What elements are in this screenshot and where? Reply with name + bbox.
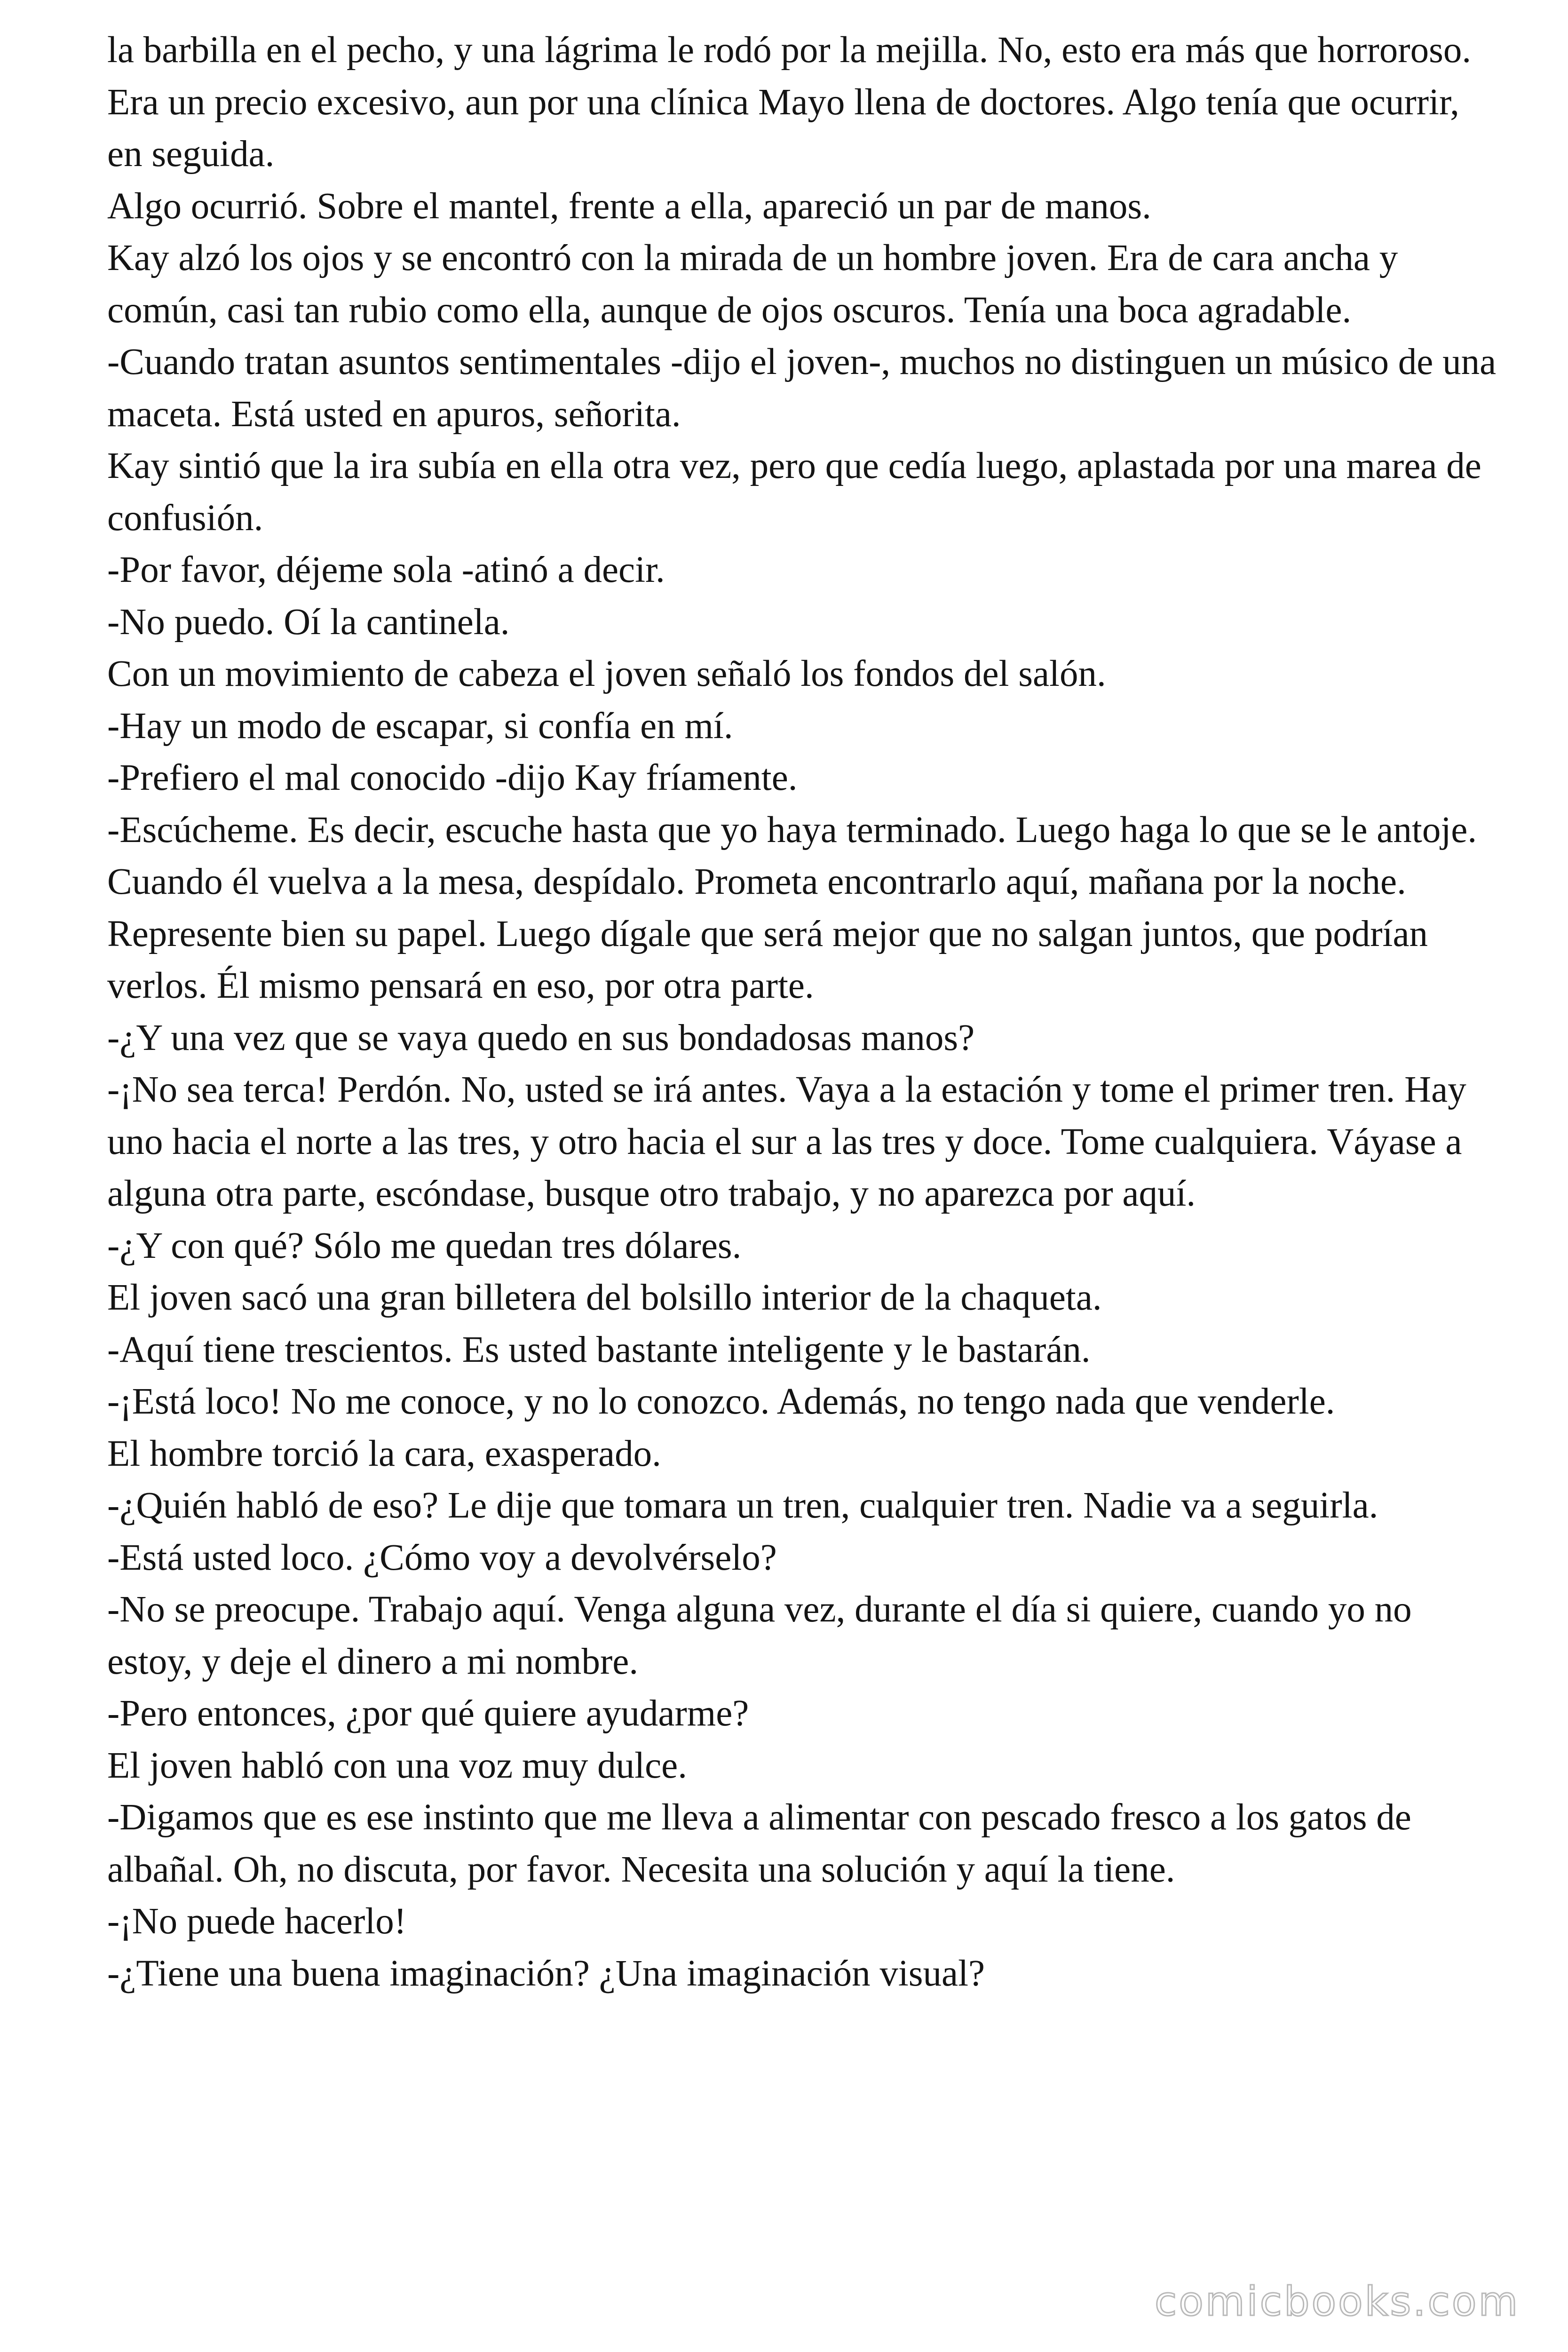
paragraph: -No puedo. Oí la cantinela. bbox=[107, 601, 510, 643]
paragraph: -Está usted loco. ¿Cómo voy a devolvérselo? bbox=[107, 1537, 777, 1578]
paragraph: -¡Está loco! No me conoce, y no lo conozco. Además, no tengo nada que venderle. bbox=[107, 1381, 1335, 1422]
watermark: comicbooks.com bbox=[1155, 2278, 1520, 2325]
paragraph: Con un movimiento de cabeza el joven señaló los fondos del salón. bbox=[107, 653, 1106, 694]
paragraph: Kay sintió que la ira subía en ella otra vez, pero que cedía luego, aplastada por una marea de confusión. bbox=[107, 445, 1481, 539]
paragraph: -Cuando tratan asuntos sentimentales -dijo el joven-, muchos no distinguen un músico de una maceta. Está usted en apuros, señorita. bbox=[107, 342, 1497, 435]
paragraph: -¡No sea terca! Perdón. No, usted se irá antes. Vaya a la estación y tome el primer tren. Hay uno hacia el norte a las tres, y otro hacia el sur a las tres y doce. Tome cualquiera. Váyase a alguna otra parte, escóndase, busque otro trabajo, y no aparezca por aquí. bbox=[107, 1069, 1466, 1214]
paragraph: -Pero entonces, ¿por qué quiere ayudarme? bbox=[107, 1693, 749, 1734]
paragraph: -¿Quién habló de eso? Le dije que tomara un tren, cualquier tren. Nadie va a seguirla. bbox=[107, 1485, 1378, 1526]
paragraph: -¿Tiene una buena imaginación? ¿Una imaginación visual? bbox=[107, 1953, 985, 1994]
paragraph: El joven habló con una voz muy dulce. bbox=[107, 1745, 687, 1786]
paragraph: -Por favor, déjeme sola -atinó a decir. bbox=[107, 549, 665, 590]
paragraph: -Aquí tiene trescientos. Es usted bastante inteligente y le bastarán. bbox=[107, 1329, 1091, 1370]
paragraph: Algo ocurrió. Sobre el mantel, frente a ella, apareció un par de manos. bbox=[107, 185, 1151, 227]
paragraph: -¡No puede hacerlo! bbox=[107, 1901, 407, 1942]
paragraph: -Digamos que es ese instinto que me lleva a alimentar con pescado fresco a los gatos de albañal. Oh, no discuta, por favor. Necesita una solución y aquí la tiene. bbox=[107, 1797, 1411, 1890]
paragraph: -Hay un modo de escapar, si confía en mí. bbox=[107, 705, 733, 747]
paragraph: -Prefiero el mal conocido -dijo Kay fríamente. bbox=[107, 757, 798, 798]
paragraph: -¿Y una vez que se vaya quedo en sus bondadosas manos? bbox=[107, 1017, 975, 1058]
paragraph: -No se preocupe. Trabajo aquí. Venga alguna vez, durante el día si quiere, cuando yo no estoy, y deje el dinero a mi nombre. bbox=[107, 1589, 1412, 1682]
paragraph: Kay alzó los ojos y se encontró con la mirada de un hombre joven. Era de cara ancha y común, casi tan rubio como ella, aunque de ojos oscuros. Tenía una boca agradable. bbox=[107, 238, 1398, 331]
paragraph: -Escúcheme. Es decir, escuche hasta que yo haya terminado. Luego haga lo que se le antoje. Cuando él vuelva a la mesa, despídalo. Prometa encontrarlo aquí, mañana por la noche. Represente bien su papel. Luego dígale que será mejor que no salgan juntos, que podrían verlos. Él mismo pensará en eso, por otra parte. bbox=[107, 809, 1477, 1006]
paragraph: -¿Y con qué? Sólo me quedan tres dólares. bbox=[107, 1225, 742, 1266]
document-page bbox=[107, 24, 1499, 2000]
paragraph: El hombre torció la cara, exasperado. bbox=[107, 1433, 661, 1474]
paragraph: la barbilla en el pecho, y una lágrima le rodó por la mejilla. No, esto era más que horroroso. Era un precio excesivo, aun por una clínica Mayo llena de doctores. Algo tenía que ocurrir, en seguida. bbox=[107, 30, 1472, 175]
paragraph: El joven sacó una gran billetera del bolsillo interior de la chaqueta. bbox=[107, 1277, 1102, 1318]
